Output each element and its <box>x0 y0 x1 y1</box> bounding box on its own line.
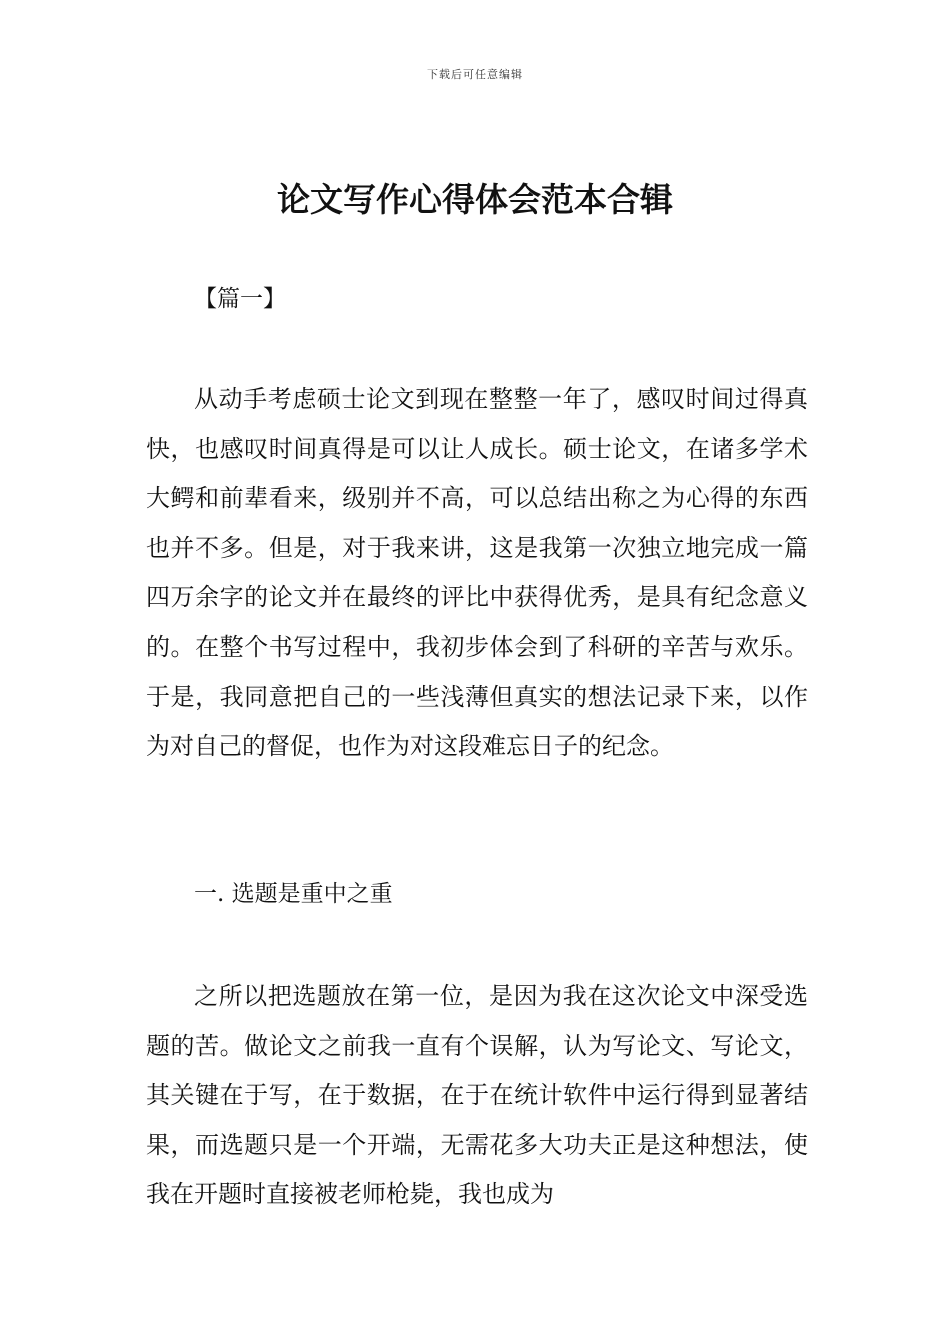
section-marker: 【篇一】 <box>194 286 286 312</box>
document-title: 论文写作心得体会范本合辑 <box>277 180 673 219</box>
body-paragraph-2: 之所以把选题放在第一位，是因为我在这次论文中深受选题的苦。做论文之前我一直有个误解，认为写论文、写论文，其关键在于写，在于数据，在于在统计软件中运行得到显著结果，而选题只是一个开端，无需花多大功夫正是这种想法，使我在开题时直接被老师枪毙，我也成为 <box>146 982 808 1209</box>
header-note: 下载后可任意编辑 <box>427 68 523 81</box>
body-paragraph-1: 从动手考虑硕士论文到现在整整一年了，感叹时间过得真快，也感叹时间真得是可以让人成长。硕士论文，在诸多学术大鳄和前辈看来，级别并不高，可以总结出称之为心得的东西也并不多。但是，对于我来讲，这是我第一次独立地完成一篇四万余字的论文并在最终的评比中获得优秀，是具有纪念意义的。在整个书写过程中，我初步体会到了科研的辛苦与欢乐。于是，我同意把自己的一些浅薄但真实的想法记录下来，以作为对自己的督促，也作为对这段难忘日子的纪念。 <box>146 385 808 761</box>
section-subheading: 一. 选题是重中之重 <box>194 881 393 907</box>
